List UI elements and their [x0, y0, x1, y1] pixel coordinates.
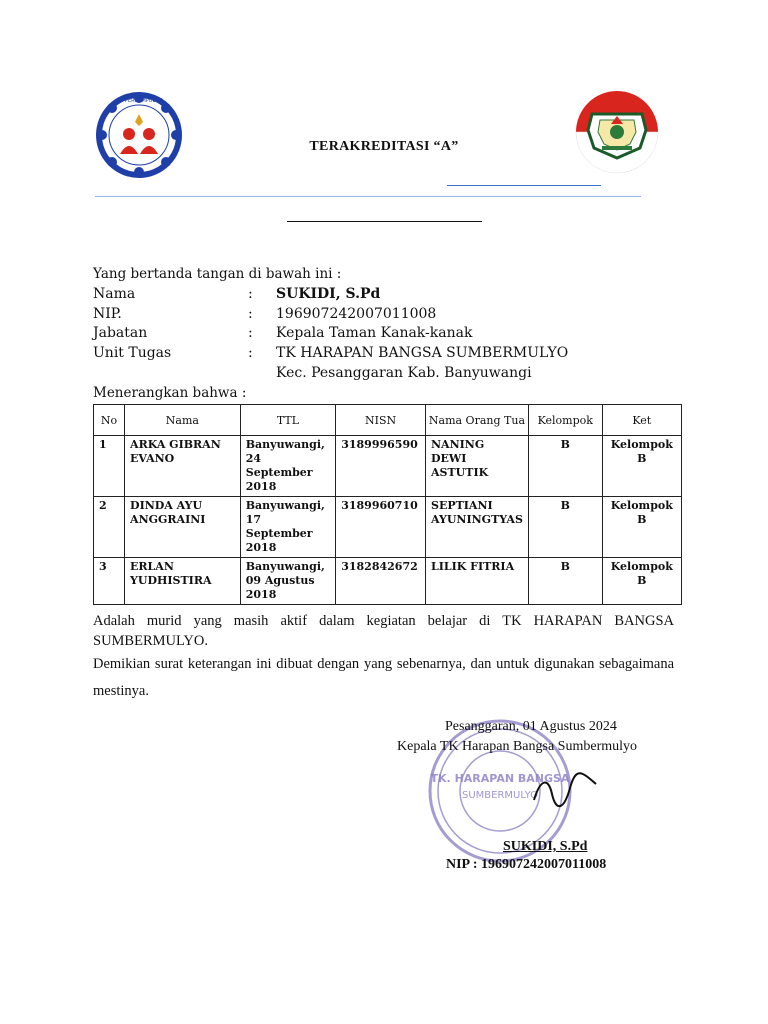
intro-text: Yang bertanda tangan di bawah ini :	[93, 266, 342, 282]
header-rule-short	[447, 185, 601, 186]
cell-parent: NANING DEWI ASTUTIK	[426, 436, 529, 497]
cell-ttl: Banyuwangi, 09 Agustus 2018	[240, 558, 335, 605]
cell-ttl: Banyuwangi, 17 September 2018	[240, 497, 335, 558]
cell-parent: SEPTIANI AYUNINGTYAS	[426, 497, 529, 558]
header-ttl: TTL	[240, 405, 335, 436]
banyuwangi-regency-logo	[570, 84, 664, 180]
handwritten-signature	[530, 770, 600, 810]
cell-note: Kelompok B	[602, 558, 681, 605]
header-group: Kelompok	[528, 405, 602, 436]
states-text: Menerangkan bahwa :	[93, 385, 247, 401]
cell-no: 3	[94, 558, 125, 605]
identity-value: 196907242007011008	[276, 306, 437, 322]
cell-nama: ERLAN YUDHISTIRA	[125, 558, 241, 605]
identity-colon: :	[248, 325, 253, 341]
cell-group: B	[528, 497, 602, 558]
cell-group: B	[528, 558, 602, 605]
cell-parent: LILIK FITRIA	[426, 558, 529, 605]
header-rule-long	[95, 196, 641, 197]
paragraph-active-student: Adalah murid yang masih aktif dalam kegiatan belajar di TK HARAPAN BANGSA SUMBERMULYO.	[93, 613, 674, 649]
table-header-row	[94, 405, 682, 436]
table-row	[94, 436, 682, 497]
accreditation-title: TERAKREDITASI “A”	[309, 139, 459, 154]
identity-value: TK HARAPAN BANGSA SUMBERMULYO	[276, 345, 569, 361]
cell-note: Kelompok B	[602, 436, 681, 497]
cell-no: 1	[94, 436, 125, 497]
cell-group: B	[528, 436, 602, 497]
cell-nama: DINDA AYU ANGGRAINI	[125, 497, 241, 558]
school-federation-logo	[96, 92, 182, 178]
cell-ttl: Banyuwangi, 24 September 2018	[240, 436, 335, 497]
header-no: No	[94, 405, 125, 436]
identity-colon: :	[248, 286, 253, 302]
table-row	[94, 558, 682, 605]
unit-address: Kec. Pesanggaran Kab. Banyuwangi	[276, 365, 532, 381]
cell-note: Kelompok B	[602, 497, 681, 558]
signatory-name: SUKIDI, S.Pd	[503, 839, 588, 854]
paragraph-closing: Demikian surat keterangan ini dibuat dengan yang sebenarnya, dan untuk digunakan sebagaimana mestinya.	[93, 656, 674, 699]
signatory-office: Kepala TK Harapan Bangsa Sumbermulyo	[397, 739, 638, 754]
header-nama: Nama	[125, 405, 241, 436]
signatory-nip: NIP : 196907242007011008	[446, 857, 607, 872]
title-underline	[287, 221, 482, 222]
identity-label: Unit Tugas	[93, 345, 172, 361]
identity-value: Kepala Taman Kanak-kanak	[276, 325, 473, 341]
identity-label: Nama	[93, 286, 136, 302]
cell-nisn: 3189960710	[336, 497, 426, 558]
svg-text:SUMBERMULYO: SUMBERMULYO	[461, 790, 539, 801]
identity-value: SUKIDI, S.Pd	[276, 286, 381, 302]
identity-colon: :	[248, 306, 253, 322]
place-date: Pesanggaran, 01 Agustus 2024	[445, 719, 617, 734]
identity-label: NIP.	[93, 306, 122, 322]
header-nisn: NISN	[336, 405, 426, 436]
cell-nama: ARKA GIBRAN EVANO	[125, 436, 241, 497]
svg-text:TK. HARAPAN BANGSA: TK. HARAPAN BANGSA	[430, 772, 570, 785]
students-table	[93, 404, 682, 605]
cell-nisn: 3189996590	[336, 436, 426, 497]
identity-colon: :	[248, 345, 253, 361]
identity-label: Jabatan	[93, 325, 148, 341]
header-parent: Nama Orang Tua	[426, 405, 529, 436]
cell-no: 2	[94, 497, 125, 558]
logo-top-text: PERKUMPULAN	[125, 98, 163, 104]
cell-nisn: 3182842672	[336, 558, 426, 605]
table-row	[94, 497, 682, 558]
header-note: Ket	[602, 405, 681, 436]
